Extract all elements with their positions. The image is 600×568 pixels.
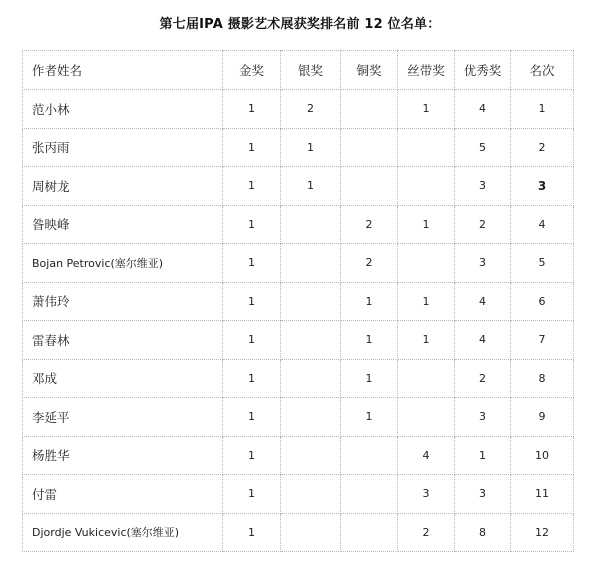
table-row bbox=[23, 321, 574, 360]
cell-author-name: Djordje Vukicevic(塞尔维亚) bbox=[23, 513, 223, 552]
cell-gold: 1 bbox=[223, 475, 281, 514]
cell-ribbon: 1 bbox=[398, 321, 455, 360]
cell-rank: 7 bbox=[511, 321, 574, 360]
cell-bronze: 1 bbox=[341, 359, 398, 398]
cell-bronze bbox=[341, 436, 398, 475]
cell-author-name: 邓成 bbox=[23, 359, 223, 398]
cell-gold: 1 bbox=[223, 321, 281, 360]
cell-merit: 8 bbox=[455, 513, 511, 552]
cell-bronze: 2 bbox=[341, 244, 398, 283]
cell-rank: 2 bbox=[511, 128, 574, 167]
cell-merit: 4 bbox=[455, 90, 511, 129]
cell-author-name: 张丙雨 bbox=[23, 128, 223, 167]
cell-rank: 3 bbox=[511, 167, 574, 206]
cell-bronze: 2 bbox=[341, 205, 398, 244]
table-row bbox=[23, 244, 574, 283]
cell-silver bbox=[281, 205, 341, 244]
cell-silver: 1 bbox=[281, 128, 341, 167]
cell-gold: 1 bbox=[223, 167, 281, 206]
cell-author-name: 范小林 bbox=[23, 90, 223, 129]
cell-gold: 1 bbox=[223, 205, 281, 244]
header-rank: 名次 bbox=[511, 51, 574, 90]
cell-gold: 1 bbox=[223, 90, 281, 129]
cell-gold: 1 bbox=[223, 128, 281, 167]
cell-bronze bbox=[341, 513, 398, 552]
table-row bbox=[23, 475, 574, 514]
table-row bbox=[23, 205, 574, 244]
table-row bbox=[23, 167, 574, 206]
cell-ribbon: 1 bbox=[398, 205, 455, 244]
table-row bbox=[23, 128, 574, 167]
cell-ribbon: 4 bbox=[398, 436, 455, 475]
cell-merit: 3 bbox=[455, 244, 511, 283]
cell-rank: 12 bbox=[511, 513, 574, 552]
cell-rank: 11 bbox=[511, 475, 574, 514]
header-silver: 银奖 bbox=[281, 51, 341, 90]
cell-rank: 9 bbox=[511, 398, 574, 437]
cell-gold: 1 bbox=[223, 282, 281, 321]
header-bronze: 铜奖 bbox=[341, 51, 398, 90]
header-author-name: 作者姓名 bbox=[23, 51, 223, 90]
cell-ribbon bbox=[398, 244, 455, 283]
awards-table-body bbox=[23, 90, 574, 552]
cell-gold: 1 bbox=[223, 513, 281, 552]
awards-table bbox=[22, 50, 574, 552]
cell-merit: 4 bbox=[455, 321, 511, 360]
cell-merit: 3 bbox=[455, 475, 511, 514]
table-header-row bbox=[23, 51, 574, 90]
cell-merit: 1 bbox=[455, 436, 511, 475]
cell-author-name: 昝映峰 bbox=[23, 205, 223, 244]
cell-ribbon: 1 bbox=[398, 90, 455, 129]
cell-ribbon bbox=[398, 359, 455, 398]
cell-silver bbox=[281, 436, 341, 475]
cell-author-name: 李延平 bbox=[23, 398, 223, 437]
cell-bronze bbox=[341, 90, 398, 129]
cell-merit: 5 bbox=[455, 128, 511, 167]
cell-ribbon bbox=[398, 167, 455, 206]
cell-author-name: 雷春林 bbox=[23, 321, 223, 360]
cell-author-name: 杨胜华 bbox=[23, 436, 223, 475]
cell-silver bbox=[281, 359, 341, 398]
cell-bronze bbox=[341, 475, 398, 514]
cell-rank: 6 bbox=[511, 282, 574, 321]
cell-merit: 2 bbox=[455, 205, 511, 244]
page-title: 第七届IPA 摄影艺术展获奖排名前 12 位名单： bbox=[159, 17, 441, 32]
cell-gold: 1 bbox=[223, 436, 281, 475]
table-row bbox=[23, 90, 574, 129]
cell-silver bbox=[281, 282, 341, 321]
cell-ribbon: 3 bbox=[398, 475, 455, 514]
cell-gold: 1 bbox=[223, 359, 281, 398]
table-row bbox=[23, 513, 574, 552]
cell-merit: 4 bbox=[455, 282, 511, 321]
cell-silver bbox=[281, 398, 341, 437]
cell-ribbon: 1 bbox=[398, 282, 455, 321]
cell-bronze: 1 bbox=[341, 282, 398, 321]
cell-merit: 3 bbox=[455, 167, 511, 206]
cell-author-name: 周树龙 bbox=[23, 167, 223, 206]
cell-rank: 8 bbox=[511, 359, 574, 398]
cell-silver bbox=[281, 513, 341, 552]
cell-ribbon bbox=[398, 398, 455, 437]
table-row bbox=[23, 282, 574, 321]
cell-merit: 2 bbox=[455, 359, 511, 398]
cell-rank: 10 bbox=[511, 436, 574, 475]
cell-rank: 1 bbox=[511, 90, 574, 129]
cell-bronze: 1 bbox=[341, 398, 398, 437]
table-row bbox=[23, 359, 574, 398]
cell-ribbon: 2 bbox=[398, 513, 455, 552]
cell-merit: 3 bbox=[455, 398, 511, 437]
header-ribbon: 丝带奖 bbox=[398, 51, 455, 90]
cell-silver bbox=[281, 475, 341, 514]
header-gold: 金奖 bbox=[223, 51, 281, 90]
cell-silver: 2 bbox=[281, 90, 341, 129]
cell-rank: 5 bbox=[511, 244, 574, 283]
cell-author-name: 付雷 bbox=[23, 475, 223, 514]
cell-author-name: 萧伟玲 bbox=[23, 282, 223, 321]
table-row bbox=[23, 398, 574, 437]
cell-bronze bbox=[341, 167, 398, 206]
cell-bronze: 1 bbox=[341, 321, 398, 360]
cell-gold: 1 bbox=[223, 244, 281, 283]
cell-rank: 4 bbox=[511, 205, 574, 244]
table-row bbox=[23, 436, 574, 475]
cell-silver bbox=[281, 244, 341, 283]
cell-silver bbox=[281, 321, 341, 360]
cell-author-name: Bojan Petrovic(塞尔维亚) bbox=[23, 244, 223, 283]
header-merit: 优秀奖 bbox=[455, 51, 511, 90]
cell-bronze bbox=[341, 128, 398, 167]
cell-ribbon bbox=[398, 128, 455, 167]
cell-gold: 1 bbox=[223, 398, 281, 437]
cell-silver: 1 bbox=[281, 167, 341, 206]
